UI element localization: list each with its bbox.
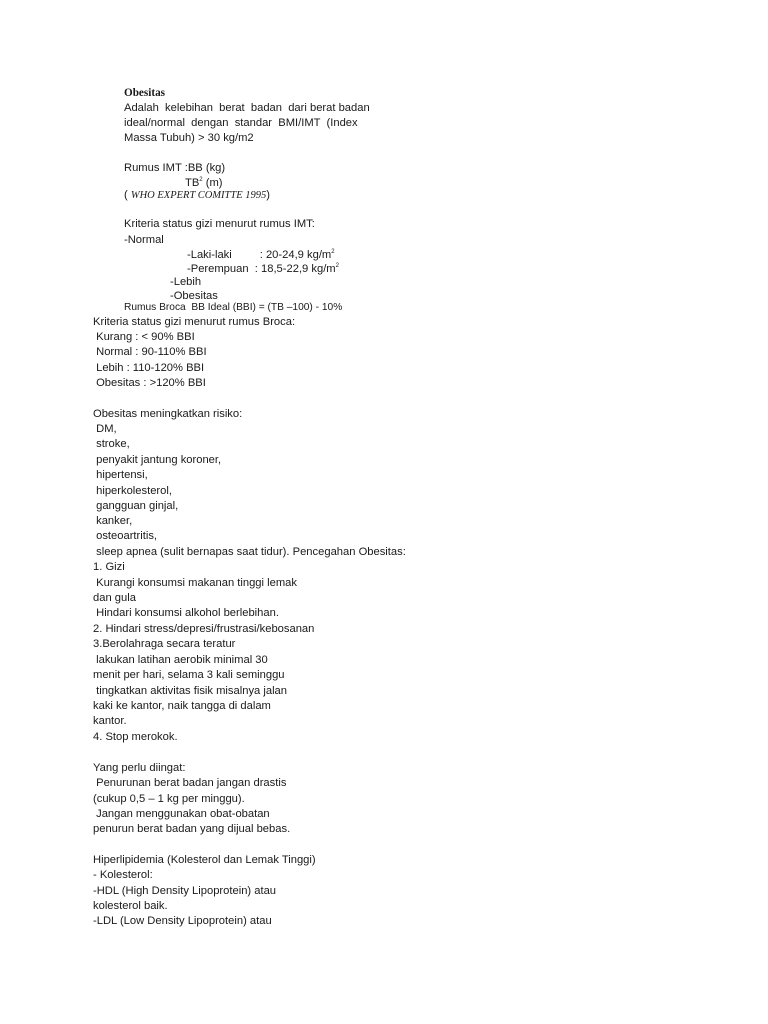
prevention-line: Hindari konsumsi alkohol berlebihan.: [93, 607, 279, 619]
broca-item: Kurang : < 90% BBI: [93, 331, 195, 343]
broca-item: Lebih : 110-120% BBI: [93, 362, 205, 374]
imt-criteria-heading: Kriteria status gizi menurut rumus IMT:: [124, 218, 315, 230]
risk-item: hipertensi,: [93, 469, 148, 481]
imt-obese: -Obesitas: [170, 290, 218, 302]
imt-more: -Lebih: [170, 276, 202, 288]
imt-formula-label: Rumus IMT :BB (kg): [124, 162, 226, 174]
risk-item: sleep apnea (sulit bernapas saat tidur). Pencegahan Obesitas:: [93, 546, 406, 558]
prevention-line: menit per hari, selama 3 kali seminggu: [93, 669, 285, 681]
hyperlipidemia-item: kolesterol baik.: [93, 900, 168, 912]
risk-item: osteoartritis,: [93, 530, 158, 542]
risk-item: DM,: [93, 423, 117, 435]
hyperlipidemia-item: -HDL (High Density Lipoprotein) atau: [93, 885, 277, 897]
risk-item: kanker,: [93, 515, 133, 527]
broca-item: Obesitas : >120% BBI: [93, 377, 206, 389]
prevention-line: 4. Stop merokok.: [93, 731, 178, 743]
prevention-line: lakukan latihan aerobik minimal 30: [93, 654, 268, 666]
prevention-line: kaki ke kantor, naik tangga di dalam: [93, 700, 271, 712]
imt-source: ( WHO EXPERT COMITTE 1995): [124, 189, 271, 201]
imt-female: -Perempuan : 18,5-22,9 $kg/m^2$: [187, 263, 339, 275]
broca-formula: Rumus Broca BB Ideal (BBI) = (TB –100) - 10%: [124, 302, 343, 313]
remember-heading: Yang perlu diingat:: [93, 762, 186, 774]
imt-male: -Laki-laki : 20-24,9 $kg/m^2$: [187, 249, 335, 261]
prevention-line: kantor.: [93, 715, 127, 727]
broca-item: Normal : 90-110% BBI: [93, 346, 207, 358]
definition-line-2: ideal/normal dengan standar BMI/IMT (Index: [124, 117, 358, 129]
prevention-line: dan gula: [93, 592, 136, 604]
definition-line-1: Adalah kelebihan berat badan dari berat badan: [124, 102, 370, 114]
remember-item: Penurunan berat badan jangan drastis: [93, 777, 287, 789]
broca-heading: Kriteria status gizi menurut rumus Broca:: [93, 316, 296, 328]
prevention-line: Kurangi konsumsi makanan tinggi lemak: [93, 577, 297, 589]
hyperlipidemia-item: -LDL (Low Density Lipoprotein) atau: [93, 915, 272, 927]
hyperlipidemia-item: - Kolesterol:: [93, 869, 153, 881]
section-title-obesitas: Obesitas: [124, 87, 166, 99]
remember-item: (cukup 0,5 – 1 kg per minggu).: [93, 793, 245, 805]
imt-formula-denominator: $TB^2$ (m): [185, 177, 223, 189]
prevention-line: tingkatkan aktivitas fisik misalnya jalan: [93, 685, 288, 697]
risk-item: gangguan ginjal,: [93, 500, 179, 512]
risk-item: stroke,: [93, 438, 130, 450]
risk-item: penyakit jantung koroner,: [93, 454, 222, 466]
imt-normal: -Normal: [124, 234, 164, 246]
remember-item: Jangan menggunakan obat-obatan: [93, 808, 270, 820]
risks-heading: Obesitas meningkatkan risiko:: [93, 408, 243, 420]
definition-line-3: Massa Tubuh) > 30 kg/m2: [124, 132, 254, 144]
hyperlipidemia-heading: Hiperlipidemia (Kolesterol dan Lemak Tinggi): [93, 854, 316, 866]
risk-item: hiperkolesterol,: [93, 485, 172, 497]
prevention-line: 3.Berolahraga secara teratur: [93, 638, 236, 650]
remember-item: penurun berat badan yang dijual bebas.: [93, 823, 291, 835]
prevention-line: 2. Hindari stress/depresi/frustrasi/kebosanan: [93, 623, 315, 635]
prevention-line: 1. Gizi: [93, 561, 125, 573]
